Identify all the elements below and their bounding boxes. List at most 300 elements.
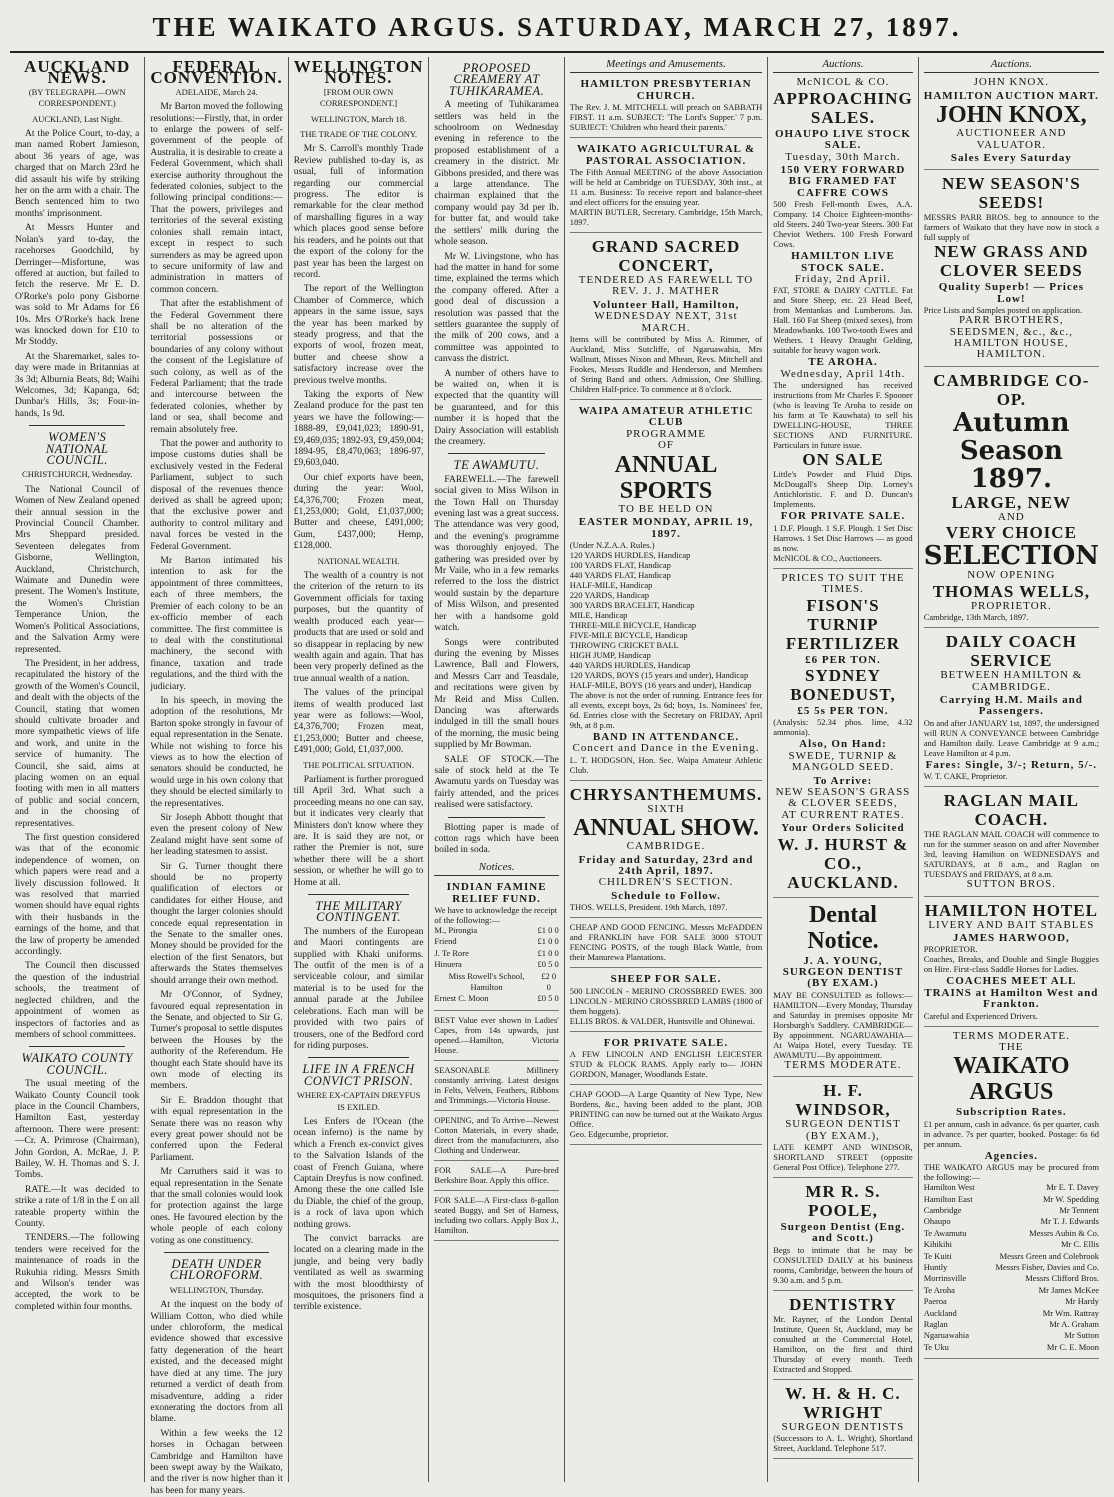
classified-ads bbox=[434, 1011, 558, 1241]
ad-body: The Rev. J. M. MITCHELL will preach on SABBATH FIRST. 11 a.m. SUBJECT: 'The Lord's Supper.' 7 p.m. SUBJECT: 'Children who heard their parents.' bbox=[569, 102, 763, 133]
ad-firm: McNICOL & CO. bbox=[796, 76, 890, 89]
fund-title: INDIAN FAMINE RELIEF FUND. bbox=[446, 881, 547, 905]
ad-subtitle: SIXTH bbox=[647, 802, 685, 815]
article-paragraph: SALE OF STOCK.—The sale of stock held at the Te Awamutu yards on Tuesday was fairly attended, and the prices realised were satisfactory. bbox=[434, 754, 559, 811]
agent-row-value: Mr Hardy bbox=[1065, 1296, 1099, 1307]
agent-row-value: Mr A. Graham bbox=[1049, 1319, 1099, 1330]
agent-row-label: Hamilton West bbox=[923, 1182, 975, 1193]
divider bbox=[308, 894, 410, 895]
headline-wellington-notes: WELLINGTON NOTES. bbox=[293, 57, 424, 88]
ad-subtitle: Subscription Rates. bbox=[956, 1106, 1067, 1119]
ad-date: EASTER MONDAY, APRIL 19, 1897. bbox=[578, 516, 754, 540]
dateline: AUCKLAND, Last Night. bbox=[32, 113, 123, 124]
ad-note: (Analysis: 52.34 phos. lime, 4.32 ammonia). bbox=[773, 717, 913, 738]
ad-hamilton-hotel bbox=[924, 897, 1099, 1027]
ad-signature: Geo. Edgecumbe, proprietor. bbox=[569, 1128, 669, 1139]
ad-sacred-concert bbox=[570, 233, 762, 400]
article-paragraph: At the Sharemarket, sales to-day were made in Britannias at 3s 3d; Alburnia Beats, 8d; Waihi Welcomes, 3d; Kapanga, 6d; Dunbar's Hills, 3s; Four-in-hands, 1s 9d. bbox=[15, 351, 140, 419]
article-paragraph: Mr S. Carroll's monthly Trade Review published to-day is, as usual, full of information regarding our commercial progress. The editor is remarkable for the clear method of marshalling figures in a way which places good sense before his readers, and he points out that the export of the colony for the past year has been the largest on record. bbox=[293, 144, 424, 280]
ad-venue: Volunteer Hall, Hamilton, bbox=[592, 298, 740, 311]
sports-event: 100 YARDS FLAT, Handicap bbox=[569, 559, 671, 570]
column-3 bbox=[289, 57, 430, 1482]
classified-ad-text: FOR SALE—A Pure-bred Berkshire Boar. Apply this office. bbox=[434, 1164, 559, 1185]
ad-subtitle: PROGRAMME bbox=[626, 427, 706, 440]
ad-body: 500 LINCOLN - MERINO CROSSBRED EWES. 300 LINCOLN - MERINO CROSSBRED LAMBS (1800 of them hoggets). bbox=[569, 985, 763, 1016]
agent-row bbox=[924, 1296, 1099, 1307]
ad-sheep-for-sale bbox=[570, 968, 762, 1031]
classified-ad bbox=[434, 1161, 558, 1191]
ad-headline: JOHN KNOX, bbox=[936, 102, 1087, 129]
ad-subtitle: HAMILTON LIVE STOCK SALE. bbox=[791, 250, 895, 274]
ad-headline: SELECTION bbox=[923, 541, 1099, 572]
article-paragraph: The President, in her address, recapitulated the history of the growth of the Women's Council, and dealt with the objects of the Council, stating that women should cultivate broader and more sympathetic views of life and work, and unite in the service of humanity. The Council, she said, aims at placing women on an equal footing with men in all matters of public and social concern, and in the choosing of representatives. bbox=[15, 658, 140, 829]
agent-row-value: Mr C. E. Moon bbox=[1046, 1341, 1099, 1352]
sports-event: HIGH JUMP, Handicap bbox=[569, 649, 651, 660]
ad-signature: ELLIS BROS. & VALDER, Huntsville and Ohinewai. bbox=[569, 1015, 755, 1026]
sports-event: HALF-MILE, Handicap bbox=[569, 579, 653, 590]
ad-date: Wednesday, April 14th. bbox=[780, 367, 906, 380]
agent-row-label: Auckland bbox=[923, 1307, 957, 1318]
ad-note: Carrying H.M. Mails and Passengers. bbox=[939, 693, 1083, 718]
ad-line: LARGE, NEW bbox=[951, 492, 1072, 512]
ad-title: WAIKATO AGRICULTURAL & PASTORAL ASSOCIATION. bbox=[576, 143, 756, 167]
divider bbox=[448, 453, 544, 454]
article-paragraph: At the inquest on the body of William Cotton, who died while under chloroform, the medical evidence showed that excessive fatty degeneration of the heart existed, and the deceased might have died at any time. The jury returned a verdict of death from misadventure, adding a rider exonerating the doctors from all blame. bbox=[150, 1300, 283, 1425]
ad-body: Mr. Rayner, of the London Dental Institute, Queen St, Auckland, may be consulted at the Commercial Hotel, Hamilton, on the first and third Thursday of every month. Teeth Extracted and Stopped. bbox=[773, 1313, 913, 1374]
ad-body: A FEW LINCOLN AND ENGLISH LEICESTER STUD & FLOCK RAMS. Apply early to— JOHN GORDON, Manager, Woodlands Estate. bbox=[569, 1048, 763, 1079]
dateline: WELLINGTON, Thursday. bbox=[169, 1284, 264, 1295]
ad-body: CHAP GOOD—A Large Quantity of New Type, New Bordens, &c., having been added to the plant, JOB PRINTING can now be turned out at the Waikato Argus Office. bbox=[569, 1088, 763, 1129]
agent-row bbox=[924, 1273, 1099, 1284]
subheading: THE POLITICAL SITUATION. bbox=[303, 759, 415, 770]
sports-event: FIVE-MILE BICYCLE, Handicap bbox=[569, 629, 688, 640]
agent-row-label: Morrinsville bbox=[923, 1273, 967, 1284]
ad-body: On and after JANUARY 1st, 1897, the undersigned will RUN A CONVEYANCE between Cambridge and Hamilton daily. Leave Cambridge at 9 a.m.; Leave Hamilton at 4 p.m. bbox=[923, 717, 1099, 758]
ad-band: BAND IN ATTENDANCE. bbox=[592, 730, 740, 743]
ad-cambridge-coop bbox=[924, 367, 1099, 628]
ad-presbyterian-church bbox=[570, 73, 762, 138]
ad-line: VERY CHOICE bbox=[945, 523, 1077, 543]
column-2 bbox=[145, 57, 288, 1496]
agent-row-value: Mr James McKee bbox=[1038, 1284, 1099, 1295]
divider bbox=[164, 1252, 268, 1253]
column-6 bbox=[768, 57, 918, 1482]
article-paragraph: Mr O'Connor, of Sydney, favoured equal representation in the Senate, and objected to Sir G. Turner's proposal to settle disputes between the Houses by the authority of the Referendum. He thought each State should have its own mode of electing its members. bbox=[150, 990, 283, 1092]
ad-fertilizer bbox=[773, 569, 912, 898]
ad-note: Careful and Experienced Drivers. bbox=[923, 1010, 1038, 1021]
ad-signature: THOS. WELLS, President. 19th March, 1897. bbox=[569, 902, 728, 913]
sports-event: MILE, Handicap bbox=[569, 609, 628, 620]
ad-signature: W. T. CAKE, Proprietor. bbox=[923, 771, 1008, 782]
sports-event: THROWING CRICKET BALL bbox=[569, 639, 679, 650]
ad-fencing bbox=[570, 918, 762, 968]
article-paragraph: The usual meeting of the Waikato County Council took place in the Council Chambers, Hamilton East, yesterday afternoon. There were present:—Cr. A. Primrose (Chairman), John Gordon, A. McRae, J. P. Bailey, W. H. Thomas and S. J. Tombs. bbox=[15, 1079, 140, 1181]
ad-parr-seeds bbox=[924, 170, 1099, 366]
ad-firm: W. J. HURST & CO., AUCKLAND. bbox=[777, 834, 909, 892]
ad-body: Begs to intimate that he may be CONSULTED DAILY at his business rooms, Cambridge, between the hours of 9.30 a.m. and 5 p.m. bbox=[773, 1244, 913, 1285]
agent-row-label: Kihikihi bbox=[923, 1239, 953, 1250]
agent-row-value: Messrs Aubin & Co. bbox=[1029, 1227, 1099, 1238]
ad-subtitle: TO BE HELD ON bbox=[618, 502, 714, 515]
dateline: WELLINGTON, March 18. bbox=[310, 113, 407, 124]
article-paragraph: The National Council of Women of New Zealand opened their annual session in the Provincial Council Chamber. Mrs Sheppard presided. Seventeen delegates from Gisborne, Wellington, Auckland, Christchurch, Waimate and Dunedin were present. The Women's Institute, the Women's Christian Temperance Union, the Women's Political Associations, and the Salvation Army were represented. bbox=[15, 484, 140, 655]
fund-row bbox=[434, 971, 558, 994]
agent-row-label: Te Kuiti bbox=[923, 1250, 952, 1261]
ad-title: CAMBRIDGE CO-OP. bbox=[933, 370, 1090, 409]
byline: (BY TELEGRAPH.—OWN CORRESPONDENT.) bbox=[28, 86, 126, 109]
ad-title: GRAND SACRED CONCERT, bbox=[591, 237, 741, 276]
ad-date: Friday and Saturday, 23rd and 24th April, 1897. bbox=[578, 853, 754, 877]
ad-body: THE RAGLAN MAIL COACH will commence to run for the summer season on and after November 3rd, leaving Hamilton on WEDNESDAYS and SATURDAYS, at 8 a.m., and Raglan on TUESDAYS and FRIDAYS, at 8 a.m. bbox=[923, 829, 1099, 880]
ad-date: Tuesday, 30th March. bbox=[785, 150, 901, 163]
ad-title: CHRYSANTHEMUMS. bbox=[569, 784, 763, 804]
article-paragraph: The convict barracks are located on a clearing made in the jungle, and being very badly ventilated as well as swarming with the most bloodthirsty of mosquitoes, the prisoners find a terrible existence. bbox=[293, 1234, 424, 1313]
agent-row bbox=[924, 1330, 1099, 1341]
dateline: ADELAIDE, March 24. bbox=[175, 86, 258, 97]
ad-headline: TURNIP FERTILIZER bbox=[785, 614, 901, 653]
article-paragraph: Sir Joseph Abbott thought that even the present colony of New Zealand might have sent some of her leading statesmen to assist. bbox=[150, 813, 283, 858]
ad-concert: Concert and Dance in the Evening. bbox=[572, 742, 760, 755]
article-paragraph: Sir G. Turner thought there should be no property qualification of electors or candidates for either House, and thought the larger colonies should concede equal representation in the Senate to the smaller ones. Money should be provided for the election of the first Senators, but afterwards the States themselves should arrange their own method. bbox=[150, 861, 283, 986]
ad-subtitle: OF bbox=[657, 439, 675, 452]
ad-title: PRICES TO SUIT THE TIMES. bbox=[781, 571, 905, 596]
ad-year: 1897. bbox=[970, 463, 1053, 494]
ad-body: 500 Fresh Fell-month Ewes, A.A. Company. 14 Choice Eighteen-months-old Steers. 240 Two-year Steers. 300 Fat Cheviot Wethers. 100 Fresh Forward Cows. bbox=[773, 199, 913, 250]
ad-subtitle: To Arrive: bbox=[813, 774, 873, 787]
ad-item: NEW SEASON'S GRASS & CLOVER SEEDS, bbox=[775, 785, 911, 810]
article-paragraph: The numbers of the European and Maori contingents are supplied with Khaki uniforms. The outfit of the men is of a serviceable colour, and similar material is to be used for the annual parade at the Jubilee celebrations. Each man will be provided with two pairs of trousers, one of the Bedford cord for riding purposes. bbox=[293, 926, 424, 1051]
agent-row-label: Huntly bbox=[923, 1262, 948, 1273]
ad-agricultural-association bbox=[570, 138, 762, 233]
fund-row-value: £2 0 0 bbox=[541, 970, 557, 993]
article-paragraph: RATE.—It was decided to strike a rate of 1/8 in the £ on all rateable property within the County. bbox=[15, 1184, 140, 1229]
agent-row bbox=[924, 1205, 1099, 1216]
fund-row bbox=[434, 993, 558, 1004]
agent-row-label: Cambridge bbox=[923, 1205, 962, 1215]
notices-header: Notices. bbox=[434, 860, 558, 876]
ad-title: ON SALE bbox=[802, 450, 884, 470]
ad-windsor-dentist bbox=[773, 1077, 912, 1178]
ad-name: J. A. YOUNG, SURGEON DENTIST (BY EXAM.) bbox=[782, 954, 904, 990]
ad-john-knox bbox=[924, 73, 1099, 170]
agent-row-value: Messrs Green and Colebrook bbox=[999, 1250, 1099, 1261]
ad-firm: JOHN KNOX. bbox=[973, 76, 1050, 89]
ad-chrysanthemum-show bbox=[570, 781, 762, 918]
ad-subtitle: Also, On Hand: bbox=[799, 738, 887, 751]
masthead: THE WAIKATO ARGUS. SATURDAY, MARCH 27, 1897. bbox=[10, 6, 1104, 53]
ad-title: W. H. & H. C. WRIGHT bbox=[785, 1383, 901, 1422]
ad-subtitle: Agencies. bbox=[984, 1149, 1038, 1162]
agent-row-label: Ngaruawahia bbox=[923, 1330, 969, 1341]
fund-row-value: £1 0 0 bbox=[537, 936, 559, 947]
ad-title: DENTISTRY bbox=[789, 1294, 897, 1314]
article-paragraph: Our chief exports have been, during the year: Wool, £4,376,700; Frozen meat, £1,253,000; Gold, £1,037,000; Butter and cheese, £491,000; Gum, £437,000; Hemp, £128,000. bbox=[293, 472, 424, 552]
ad-headline: Dental Notice. bbox=[807, 901, 879, 954]
article-paragraph: Mr Barton intimated his intention to ask for the appointment of three committees, each of three members, the Premier of each colony to be an ex-officio member of each committee. The first committee is to deal with the constitutional machinery, the second with finance, taxation and trade regulations, and the third with the judiciary. bbox=[150, 556, 283, 692]
ad-daily-coach bbox=[924, 628, 1099, 787]
agent-row-value: Mr E. T. Davey bbox=[1046, 1182, 1099, 1193]
ad-body: The Fifth Annual MEETING of the above Association will be held at Cambridge on TUESDAY, 30th inst., at 11 a.m. Business: To receive report and balance-sheet and elect officers for the ensuing year. bbox=[569, 167, 763, 208]
ad-title: THOMAS WELLS, bbox=[932, 581, 1090, 601]
article-paragraph: Les Enfers de l'Ocean (the ocean inferno) is the name by which a French ex-convict gives to the Salvation Islands of the coast of French Guiana, where Captain Dreyfus is now confined. Among these the one called Isle du Diable, the chief of the group, is a rock of lava upon which nothing grows. bbox=[293, 1116, 424, 1230]
fund-row bbox=[434, 948, 558, 959]
subheading: WHERE EX-CAPTAIN DREYFUS IS EXILED. bbox=[296, 1090, 421, 1112]
ad-subtitle: PROPRIETOR. bbox=[923, 944, 978, 955]
ad-body: MAY BE CONSULTED as follows:— HAMILTON—Every Monday, Thursday and Saturday in premises opposite Mr Horsburgh's Saddlery. CAMBRIDGE—By appointment. NGARUAWAHIA—At Waipa Hotel, every Tuesday. TE AWAMUTU—By appointment. bbox=[773, 989, 913, 1060]
fund-row-value: £1 0 0 bbox=[537, 947, 559, 958]
article-paragraph: Taking the exports of New Zealand produce for the past ten years we have the following:—1888-89, £9,041,023; 1890-91, £9,469,035; 1892-93, £9,459,004; 1894-95, £8,470,063; 1896-97, £9,603,040. bbox=[293, 389, 424, 469]
ad-mcnicol-sales bbox=[773, 73, 912, 568]
ad-subtitle: LIVERY AND BAIT STABLES bbox=[928, 918, 1095, 931]
column-5 bbox=[565, 57, 768, 1482]
ad-place: CAMBRIDGE. bbox=[626, 840, 706, 853]
ad-price: £6 PER TON. bbox=[805, 653, 881, 666]
ad-body: £1 per annum, cash in advance. 6s per quarter, cash in advance. 7s per quarter, booked. Postage: 6s 6d per annum. bbox=[923, 1118, 1099, 1149]
fund-list bbox=[434, 925, 558, 1005]
fund-row-value: £0 5 0 bbox=[537, 959, 559, 970]
column-4 bbox=[429, 57, 564, 1482]
ad-subscription bbox=[924, 1027, 1099, 1360]
ad-price: £5 5s PER TON. bbox=[797, 704, 889, 717]
ad-signature: SUTTON BROS. bbox=[966, 878, 1057, 891]
ad-job-printing bbox=[570, 1085, 762, 1145]
ad-title: H. F. WINDSOR, bbox=[795, 1081, 891, 1120]
agent-row bbox=[924, 1342, 1099, 1353]
ad-dental-notice bbox=[773, 898, 912, 1078]
classified-ad-text: FOR SALE—A First-class 8-gallon seated Buggy, and Set of Harness, including two collars. Apply Box J., Hamilton. bbox=[434, 1194, 559, 1235]
agent-row-value: Messrs Fisher, Davies and Co. bbox=[995, 1262, 1099, 1273]
agent-row bbox=[924, 1216, 1099, 1227]
agent-row-value: Mr Wm. Rattray bbox=[1042, 1307, 1099, 1318]
column-7 bbox=[919, 57, 1104, 1482]
ad-signature: McNICOL & CO., Auctioneers. bbox=[773, 552, 882, 563]
classified-ad-text: OPENING, and To Arrive—Newest Cotton Materials, in every shade, direct from the manufacturers, also Clothing and Underwear. bbox=[434, 1114, 559, 1155]
fund-row-value: £0 5 0 bbox=[537, 993, 559, 1004]
article-paragraph: A meeting of Tuhikaramea settlers was held in the schoolroom on Wednesday evening in reference to the proposed establishment of a creamery in the district. Mr Gibbons presided, and there was a large attendance. The chairman explained that the company would pay 3d per lb. for butter fat, and would take the settlers' milk during the whole season. bbox=[434, 100, 559, 248]
article-paragraph: Parliament is further prorogued till April 3rd. What such a proceeding means no one can say, but it indicates very clearly that Ministers don't know where they are. It is said they are not, or rather the Premier is not, sure whether there will be a short session, or whether he will go to Home at all. bbox=[293, 774, 424, 888]
agent-list bbox=[924, 1182, 1099, 1353]
agent-row bbox=[924, 1182, 1099, 1193]
ad-slogan: Quality Superb! — Prices Low! bbox=[938, 281, 1084, 305]
ad-title: NEW SEASON'S SEEDS! bbox=[941, 174, 1081, 213]
ad-subtitle: TE AROHA. bbox=[808, 356, 878, 369]
article-paragraph: In his speech, in moving the adoption of the resolutions, Mr Barton spoke strongly in favour of equal representation in the Senate. While not wishing to force his views as to how the election of senators should be conducted, he would urge in his own colony that they should be elected similarly to the representatives. bbox=[150, 695, 283, 809]
agent-row-label: Te Awamutu bbox=[923, 1227, 967, 1238]
agent-row bbox=[924, 1262, 1099, 1273]
ad-poole-dentist bbox=[773, 1178, 912, 1291]
headline-federal-convention: FEDERAL CONVENTION. bbox=[150, 57, 283, 88]
ad-subtitle: Surgeon Dentist (Eng. and Scott.) bbox=[780, 1221, 906, 1245]
divider bbox=[29, 425, 125, 426]
ad-body: (Successors to A. L. Wright), Shortland Street, Auckland. Telephone 517. bbox=[773, 1433, 913, 1454]
article-paragraph: Mr Barton moved the following resolutions:—Firstly, that, in order to enlarge the powers of self-government of the people of Australia, it is desirable to create a Federal Government, which shall exercise authority throughout the federated colonies, subject to the following principal conditions:—That the powers, privileges and territories of the several existing colonies shall remain intact, except in respect to such surrenders as may be agreed upon to secure uniformity of law and administration in matters of common concern. bbox=[150, 102, 283, 295]
article-paragraph: Mr W. Livingstone, who has had the matter in hand for some time, explained the terms which the company offered. After a good deal of discussion a resolution was passed that the settlers guarantee the supply of the milk of 200 cows, and a committee was appointed to canvass the district. bbox=[434, 251, 559, 365]
agent-row-label: Ohaupo bbox=[923, 1216, 951, 1227]
fund-row bbox=[434, 959, 558, 970]
classified-ad bbox=[434, 1191, 558, 1241]
article-paragraph: That the power and authority to impose customs duties shall be exclusively vested in the Federal Parliament, subject to such disposal of the revenues thence derived as shall be agreed upon; that the exclusive power and authority to control military and naval forces be vested in the Federal Government. bbox=[150, 439, 283, 552]
ad-title: HAMILTON PRESBYTERIAN CHURCH. bbox=[580, 78, 752, 102]
classified-ad bbox=[434, 1111, 558, 1161]
ad-note: Price Lists and Samples posted on application. bbox=[923, 305, 1083, 316]
ad-schedule: Schedule to Follow. bbox=[611, 889, 721, 902]
headline-military-contingent: THE MILITARY CONTINGENT. bbox=[315, 899, 402, 925]
divider bbox=[29, 1046, 125, 1047]
article-paragraph: The first question considered was that of the economic independence of women, on which papers were read and a lively discussion followed. It was resolved that married women should have equal rights with their husbands in the earnings of the home, and that the law of property be amended accordingly. bbox=[15, 833, 140, 958]
ad-terms: TERMS MODERATE. bbox=[952, 1029, 1070, 1042]
ad-title: RAGLAN MAIL COACH. bbox=[943, 791, 1079, 830]
fund-row bbox=[434, 936, 558, 947]
headline-proposed-creamery: PROPOSED CREAMERY AT TUHIKARAMEA. bbox=[448, 61, 545, 98]
article-paragraph: Within a few weeks the 12 horses in Ochagan between Cambridge and Hamilton have been swept away by the Waikato, and the river is now higher than it has been for many years. bbox=[150, 1428, 283, 1496]
ad-name: JAMES HARWOOD, bbox=[952, 931, 1070, 944]
ad-subtitle: AUCTIONEER AND VALUATOR. bbox=[956, 127, 1067, 151]
ad-body: FAT, STORE & DAIRY CATTLE. Fat and Store Sheep, etc. 23 Head Beef, from Mentankas and Lumberons. Jas. Hall. 160 Fat Sheep (mixed sexes), from Meadowbanks. 100 Two-tooth Ewes and Wethers. 1 Heavy Draught Gelding, suitable for heavy wagon work. bbox=[773, 285, 913, 356]
fund-row-label: Hinuera bbox=[434, 959, 462, 970]
agent-row bbox=[924, 1239, 1099, 1250]
ad-raglan-coach bbox=[924, 787, 1099, 896]
ad-private-sale bbox=[570, 1032, 762, 1085]
ad-signature: MARTIN BUTLER, Secretary. Cambridge, 15th March, 1897. bbox=[569, 207, 763, 228]
article-paragraph: Mr Carruthers said it was to equal representation in the Senate that the small colonies would look for protection against the large ones. He favoured election by the whole people of each colony voting as one constituency. bbox=[150, 1167, 283, 1246]
article-paragraph: TENDERS.—The following tenders were received for the maintenance of roads in the Rukuhia riding. Messrs Smith and Wilson's tender was accepted, the work to be completed within four months. bbox=[15, 1233, 140, 1312]
agent-row-value: Messrs Clifford Bros. bbox=[1025, 1273, 1099, 1284]
divider bbox=[448, 817, 544, 818]
ad-item: SWEDE, TURNIP & MANGOLD SEED. bbox=[788, 749, 898, 774]
ad-title: HAMILTON AUCTION MART. bbox=[923, 89, 1099, 102]
ad-body: CHEAP AND GOOD FENCING. Messrs McFADDEN and FRANKLIN have FOR SALE 3000 STOUT FENCING POSTS, of the tough Black Wattle, from their Manurewa Plantations. bbox=[569, 922, 763, 963]
agent-row-value: Mr C. Ellis bbox=[1060, 1239, 1099, 1250]
ad-headline: SYDNEY BONEDUST, bbox=[790, 665, 896, 704]
ad-line: NOW OPENING bbox=[967, 569, 1056, 582]
agent-row bbox=[924, 1194, 1099, 1205]
sports-event: 120 YARDS HURDLES, Handicap bbox=[569, 549, 691, 560]
ad-headline: Autumn Season bbox=[953, 407, 1070, 466]
ad-body: The undersigned has received instructions from Mr Charles F. Spooner (who is leaving Te Aroha to reside on his farm at Te Kauwhata) to sell his DWELLING-HOUSE, THREE SECTIONS AND FURNITURE. Particulars in future issue. bbox=[773, 380, 913, 451]
agent-row-label: Paeroa bbox=[923, 1296, 947, 1307]
event-list bbox=[570, 550, 762, 690]
fund-row-value: £1 0 0 bbox=[537, 925, 559, 936]
ad-date: Friday, 2nd April. bbox=[794, 273, 892, 286]
headline-death-chloroform: DEATH UNDER CHLOROFORM. bbox=[169, 1257, 264, 1283]
sports-event: 440 YARDS FLAT, Handicap bbox=[569, 569, 671, 580]
agent-row-value: Mr Tennent bbox=[1059, 1205, 1099, 1215]
agent-row-label: Te Uku bbox=[923, 1341, 949, 1352]
ad-body: Little's Powder and Fluid Dips. McDougall's Sheep Dip. Lorney's Antichloristic. F. and D. Duncan's Implements. bbox=[773, 469, 913, 510]
classified-ad-text: BEST Value ever shown in Ladies' Capes, from 14s upwards, just opened.—Hamilton, Victoria House. bbox=[434, 1014, 559, 1055]
fund-row-label: Miss Rowell's School, Hamilton bbox=[448, 970, 525, 993]
article-paragraph: At Messrs Hunter and Nolan's yard to-day, the racehorses Goodchild, by Derringer—Misfortune, was offered at auction, but failed to fetch the reserve. Mr E. D. O'Rorke's polo pony Gisborne was sold to Mr Adams for £6 10s. Mrs O'Rorke's hack Irene was knocked down for £10 to Mr Stoddy. bbox=[15, 223, 140, 348]
ad-subtitle: PROPRIETOR. bbox=[970, 599, 1052, 612]
ad-firm: PARR BROTHERS, SEEDSMEN, &c., &c., HAMILTON HOUSE, HAMILTON. bbox=[949, 314, 1073, 361]
ad-title: WAIPA AMATEUR ATHLETIC CLUB bbox=[578, 405, 754, 429]
article-paragraph: The wealth of a country is not the criterion of the return to its Government officials for taxing purposes, but the quantity of wealth produced each year—products that are used or sold and so disappear in replacing by new wealth again and again. That has been very properly defined as the true annual wealth of a nation. bbox=[293, 571, 424, 684]
article-paragraph: FAREWELL.—The farewell social given to Miss Wilson in the Town Hall on Thursday evening last was a great success. The attendance was very good, and the evening's programme was thoroughly enjoyed. The gathering was presided over by Mr Vaile, who in a few remarks referred to the loss the district would sustain by the departure of Miss Wilson, and presented her with a handsome gold watch. bbox=[434, 474, 559, 634]
sports-event: THREE-MILE BICYCLE, Handicap bbox=[569, 619, 697, 630]
headline-county-council: WAIKATO COUNTY COUNCIL. bbox=[21, 1051, 133, 1077]
sports-event: 120 YARDS, BOYS (15 years and under), Handicap bbox=[569, 669, 749, 680]
filler-note: Blotting paper is made of cotton rags which have been boiled in soda. bbox=[434, 822, 559, 856]
headline-french-convict-prison: LIFE IN A FRENCH CONVICT PRISON. bbox=[302, 1062, 415, 1088]
ad-body: Coaches, Breaks, and Double and Single Buggies on Hire. First-class Saddle Horses for Ladies. bbox=[923, 954, 1099, 975]
ad-subtitle: Your Orders Solicited bbox=[781, 822, 905, 835]
ad-title: FOR PRIVATE SALE. bbox=[780, 510, 906, 523]
sports-event: 440 YARDS HURDLES, Handicap bbox=[569, 659, 691, 670]
fund-intro: We have to acknowledge the receipt of the following:— bbox=[434, 905, 558, 926]
agent-row-value: Mr T. J. Edwards bbox=[1040, 1216, 1099, 1227]
ad-title: SHEEP FOR SALE. bbox=[610, 973, 722, 986]
ad-subtitle: BETWEEN HAMILTON & CAMBRIDGE. bbox=[940, 669, 1083, 693]
headline-te-awamutu: TE AWAMUTU. bbox=[453, 458, 540, 473]
ad-line: AND bbox=[997, 510, 1025, 523]
famine-fund-notice bbox=[434, 876, 558, 1011]
classified-ad bbox=[434, 1061, 558, 1111]
subheading: THE TRADE OF THE COLONY. bbox=[300, 129, 418, 140]
headline-womens-council: WOMEN'S NATIONAL COUNCIL. bbox=[45, 430, 109, 467]
ad-fares: Fares: Single, 3/-; Return, 5/-. bbox=[925, 758, 1098, 771]
subheading: NATIONAL WEALTH. bbox=[317, 555, 400, 566]
ad-title: APPROACHING SALES. bbox=[773, 88, 913, 127]
fund-row-label: M., Pirongia bbox=[434, 925, 478, 936]
ad-title: DAILY COACH SERVICE bbox=[945, 632, 1077, 671]
ad-item: AT CURRENT RATES. bbox=[781, 808, 905, 821]
agent-row-label: Raglan bbox=[923, 1319, 948, 1330]
ad-headline: NEW GRASS AND CLOVER SEEDS bbox=[934, 242, 1089, 281]
ad-note: Sales Every Saturday bbox=[950, 152, 1072, 165]
ad-line: THE bbox=[999, 1040, 1024, 1053]
article-paragraph: The report of the Wellington Chamber of Commerce, which appears in the same issue, says the year has been marked by steady progress, and that the exports of wool, frozen meat, butter and cheese show a satisfactory increase over the previous twelve months. bbox=[293, 284, 424, 386]
ad-subtitle: OHAUPO LIVE STOCK SALE. bbox=[774, 127, 911, 152]
divider bbox=[308, 1057, 410, 1058]
ad-body: Items will be contributed by Miss A. Rimmer, of Auckland, Miss Sutcliffe, of Ngaruawahia, Mrs Wallnutt, Misses Nixon and Mhean, Revs. Mitchell and Fookes, Messrs Ruddle and Henderson, and Members of String Band and others. Admission, One Shilling. Children Half-price. To commence at 8 o'clock. bbox=[569, 334, 763, 395]
fund-row-label: J. Te Rore bbox=[434, 947, 469, 958]
agent-row bbox=[924, 1228, 1099, 1239]
ad-subtitle: SURGEON DENTIST (BY EXAM.), bbox=[785, 1118, 901, 1142]
agent-row-label: Hamilton East bbox=[923, 1193, 973, 1204]
ad-signature: L. T. HODGSON, Hon. Sec. Waipa Amateur Athletic Club. bbox=[569, 754, 763, 775]
section-header: Auctions. bbox=[924, 57, 1099, 73]
agent-row-label: Te Aroha bbox=[923, 1284, 955, 1295]
ad-terms: TERMS MODERATE. bbox=[784, 1058, 902, 1071]
ad-title: MR R. S. POOLE, bbox=[805, 1182, 881, 1220]
ad-headline: WAIKATO ARGUS bbox=[953, 1053, 1070, 1106]
ad-wright-dentists bbox=[773, 1380, 912, 1459]
byline: [FROM OUR OWN CORRESPONDENT.] bbox=[320, 86, 398, 109]
article-paragraph: A number of others have to be waited on, when it is expected that the quantity will be guaranteed, and for this number it is hoped that the Dairy Association will establish the creamery. bbox=[434, 368, 559, 447]
ad-body: MESSRS PARR BROS. beg to announce to the farmers of Waikato that they have now in stock a full supply of bbox=[923, 212, 1099, 243]
article-paragraph: Sir E. Braddon thought that with equal representation in the Senate there was no reason why every great power should not be conferred upon the Federal Parliament. bbox=[150, 1095, 283, 1163]
article-paragraph: That after the establishment of the Federal Government there shall be no alteration of the territorial possessions or boundaries of any colony without the consent of the Legislature of such colony, as well as of the Federal Parliament; that the trade and intercourse between the federated colonies, whether by land or sea, shall become and remain absolutely free. bbox=[150, 299, 283, 435]
ad-athletic-sports bbox=[570, 400, 762, 781]
ad-body: 1 D.F. Plough. 1 S.F. Plough. 1 Set Disc Harrows. 1 Set Disc Harrows — as good as now. bbox=[773, 522, 913, 553]
classified-ad bbox=[434, 1011, 558, 1061]
agent-row-value: Mr Sutton bbox=[1064, 1330, 1099, 1341]
agent-row-value: Mr W. Spedding bbox=[1043, 1193, 1099, 1204]
ad-title: FOR PRIVATE SALE. bbox=[603, 1036, 729, 1049]
ad-date: WEDNESDAY NEXT, 31st MARCH. bbox=[594, 310, 738, 334]
ad-title: HAMILTON HOTEL bbox=[924, 900, 1098, 920]
ad-subtitle: TENDERED AS FAREWELL TO REV. J. J. MATHER bbox=[578, 274, 754, 298]
ad-headline: ANNUAL SHOW. bbox=[573, 815, 759, 842]
agent-row bbox=[924, 1285, 1099, 1296]
ad-subtitle: SURGEON DENTISTS bbox=[781, 1420, 905, 1433]
columns bbox=[10, 57, 1104, 1496]
ad-body: LATE KEMPT AND WINDSOR, SHORTLAND STREET (opposite General Post Office). Telephone 277. bbox=[773, 1142, 913, 1172]
agent-row bbox=[924, 1308, 1099, 1319]
ad-headline: ANNUAL SPORTS bbox=[614, 451, 718, 504]
sports-event: 220 YARDS, Handicap bbox=[569, 589, 650, 600]
article-paragraph: The values of the principal items of wealth produced last year were as follows:—Wool, £4,376,700; Frozen meat, £1,253,000; Butter and cheese, £491,000; Gold, £1,037,000. bbox=[293, 688, 424, 756]
